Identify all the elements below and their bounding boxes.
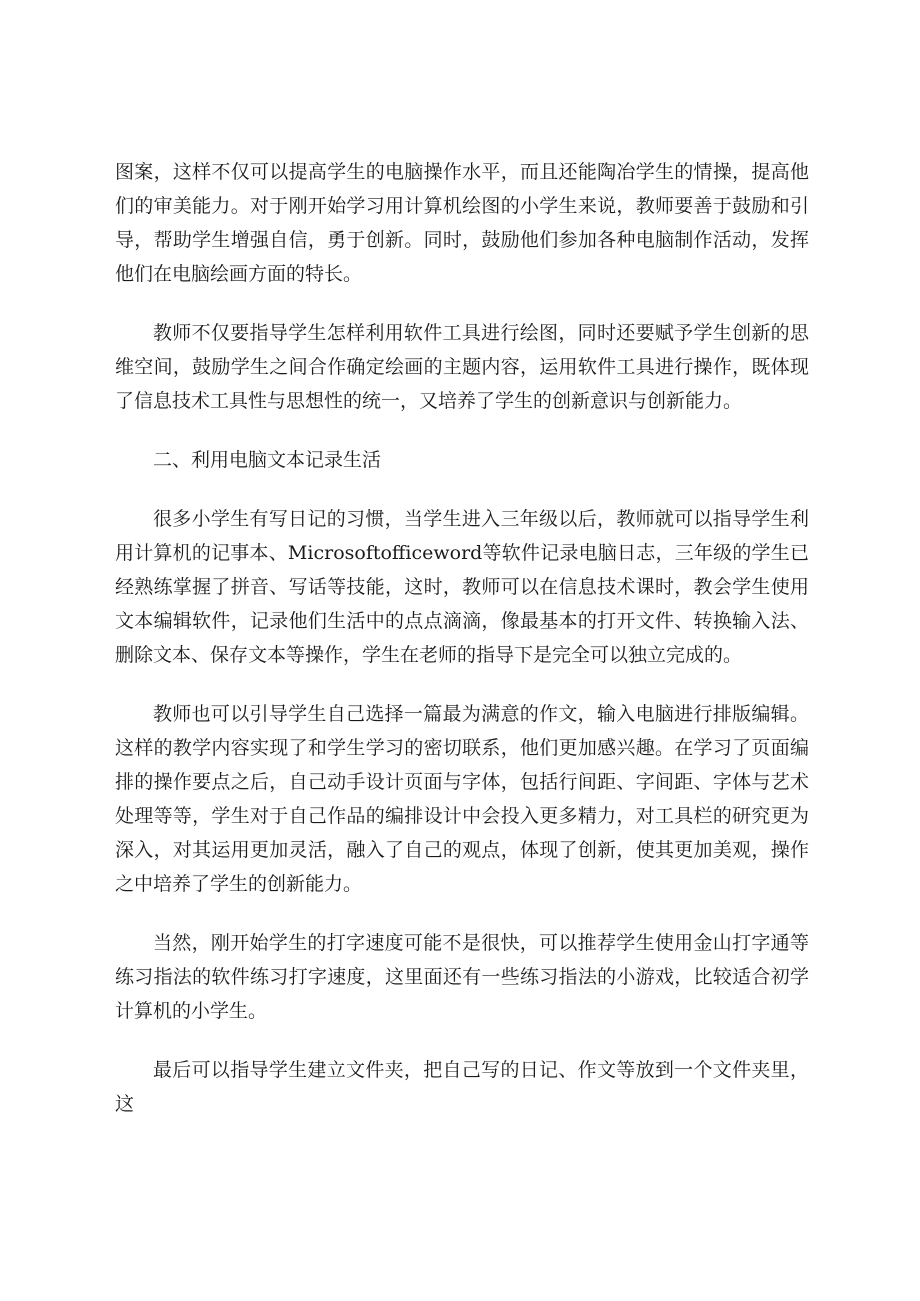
paragraph: 当然，刚开始学生的打字速度可能不是很快，可以推荐学生使用金山打字通等练习指法的软件练习打字速度，这里面还有一些练习指法的小游戏，比较适合初学计算机的小学生。 — [115, 932, 809, 1022]
paragraph-continuation: 图案，这样不仅可以提高学生的电脑操作水平，而且还能陶冶学生的情操，提高他们的审美能力。对于刚开始学习用计算机绘图的小学生来说，教师要善于鼓励和引导，帮助学生增强自信，勇于创新。同时，鼓励他们参加各种电脑制作活动，发挥他们在电脑绘画方面的特长。 — [115, 161, 809, 285]
paragraph: 教师也可以引导学生自己选择一篇最为满意的作文，输入电脑进行排版编辑。这样的教学内容实现了和学生学习的密切联系，他们更加感兴趣。在学习了页面编排的操作要点之后，自己动手设计页面与字体，包括行间距、字间距、字体与艺术处理等等，学生对于自己作品的编排设计中会投入更多精力，对工具栏的研究更为深入，对其运用更加灵活，融入了自己的观点，体现了创新，使其更加美观，操作之中培养了学生的创新能力。 — [115, 703, 809, 895]
section-heading: 二、利用电脑文本记录生活 — [153, 449, 382, 471]
document-body — [115, 155, 809, 1146]
paragraph: 很多小学生有写日记的习惯，当学生进入三年级以后，教师就可以指导学生利用计算机的记事本、Microsoftofficeword等软件记录电脑日志，三年级的学生已经熟练掌握了拼音、写话等技能，这时，教师可以在信息技术课时，教会学生使用文本编辑软件，记录他们生活中的点点滴滴，像最基本的打开文件、转换输入法、删除文本、保存文本等操作，学生在老师的指导下是完全可以独立完成的。 — [115, 508, 809, 666]
paragraph: 教师不仅要指导学生怎样利用软件工具进行绘图，同时还要赋予学生创新的思维空间，鼓励学生之间合作确定绘画的主题内容，运用软件工具进行操作，既体现了信息技术工具性与思想性的统一，又培养了学生的创新意识与创新能力。 — [115, 322, 809, 412]
paragraph: 最后可以指导学生建立文件夹，把自己写的日记、作文等放到一个文件夹里，这 — [115, 1059, 809, 1115]
